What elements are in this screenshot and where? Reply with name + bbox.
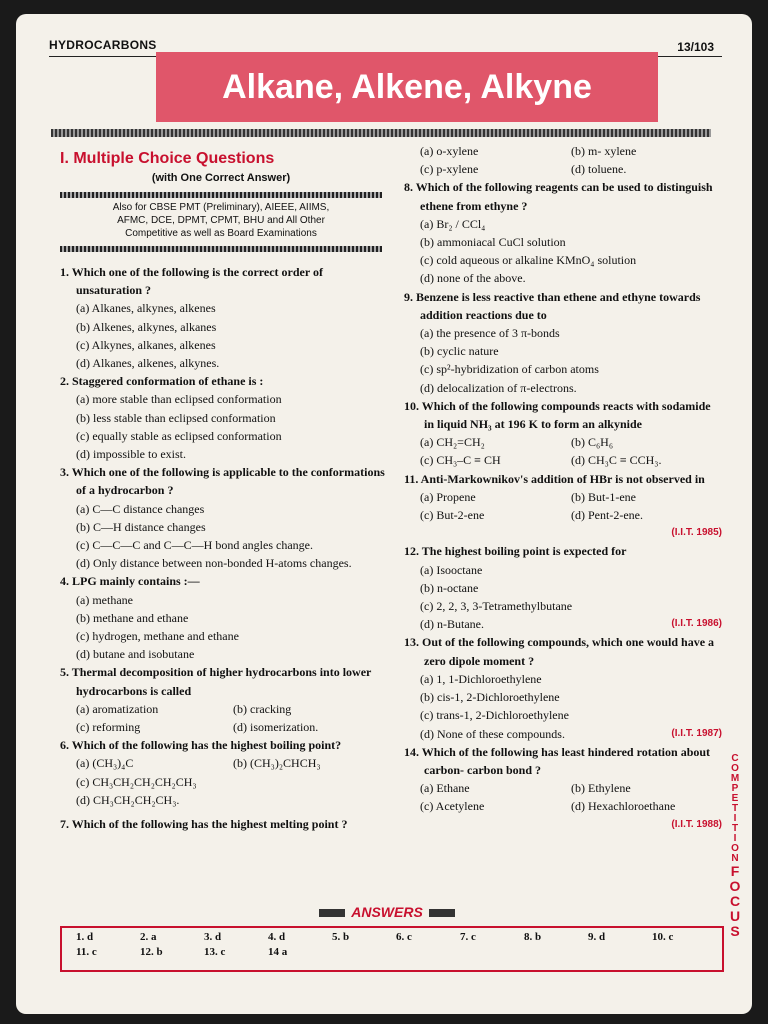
option: (b) But-1-ene [571, 489, 636, 504]
side-letter: P [731, 783, 739, 794]
exam-list-line: AFMC, DCE, DPMT, CPMT, BHU and All Other [117, 215, 325, 226]
question-4 [60, 572, 390, 663]
exam-list-line: Also for CBSE PMT (Preliminary), AIEEE, AIIMS, [112, 202, 330, 213]
option: (a) methane [76, 592, 133, 607]
section-title: I. Multiple Choice Questions [60, 150, 275, 167]
option: (b) Alkenes, alkynes, alkanes [76, 319, 217, 334]
option: (c) C—C—C and C—C—H bond angles change. [76, 538, 313, 553]
question-text: 2. Staggered conformation of ethane is : [60, 374, 264, 389]
side-letter: O [729, 878, 741, 894]
option: (d) isomerization. [233, 720, 319, 735]
exam-source: (I.I.T. 1986) [671, 618, 722, 630]
question-11 [404, 470, 722, 543]
option-row [404, 506, 722, 524]
option: (d) None of these compounds. [420, 726, 565, 741]
option: (d) n-Butane. [420, 617, 484, 632]
textbook-page [16, 14, 752, 1014]
question-text: 6. Which of the following has the highest boiling point? [60, 738, 342, 753]
option: (d) impossible to exist. [76, 447, 186, 462]
question-2 [60, 372, 390, 463]
answer-item: 5. b [332, 931, 350, 943]
right-column [404, 142, 722, 834]
exam-source: (I.I.T. 1985) [671, 527, 722, 539]
option: (a) Br₂ / CCl₄ [420, 216, 486, 231]
option: (d) CH₃CH₂CH₂CH₃. [76, 792, 180, 807]
option: (b) less stable than eclipsed conformation [76, 410, 276, 425]
answer-item: 14 a [268, 946, 288, 958]
option: (a) Ethane [420, 781, 470, 796]
exam-source: (I.I.T. 1988) [671, 818, 722, 830]
side-letter: C [729, 893, 741, 909]
question-7 [60, 815, 390, 833]
left-column [60, 263, 390, 833]
section-stripe-bottom [60, 246, 382, 252]
option: (b) methane and ethane [76, 610, 189, 625]
competition-focus-sidebar [728, 754, 742, 939]
question-text: 7. Which of the following has the highest melting point ? [60, 817, 348, 832]
side-letter: I [733, 833, 737, 844]
option-row [404, 433, 722, 451]
option-row [404, 142, 722, 160]
option: (b) C₆H₆ [571, 435, 614, 450]
option: (a) more stable than eclipsed conformation [76, 392, 282, 407]
answer-item: 12. b [140, 946, 163, 958]
answer-item: 9. d [588, 931, 606, 943]
side-letter: I [733, 813, 737, 824]
option: (a) aromatization [76, 701, 159, 716]
option: (c) cold aqueous or alkaline KMnO₄ solution [420, 253, 637, 268]
option: (d) delocalization of π-electrons. [420, 380, 577, 395]
question-text: 1. Which one of the following is the correct order of unsaturation ? [60, 265, 323, 298]
option: (d) butane and isobutane [76, 647, 195, 662]
side-letter: T [731, 823, 739, 834]
side-text-big [728, 864, 742, 939]
question-text: 9. Benzene is less reactive than ethene and ethyne towards addition reactions due to [404, 289, 701, 322]
answer-item: 10. c [652, 931, 674, 943]
answer-item: 13. c [204, 946, 226, 958]
question-10 [404, 397, 722, 470]
side-text-small [728, 754, 742, 864]
option: (a) (CH₃)₄C [76, 756, 134, 771]
answer-item: 4. d [268, 931, 286, 943]
topic-banner: Alkane, Alkene, Alkyne [156, 52, 658, 122]
option-row [404, 451, 722, 469]
option-row [404, 488, 722, 506]
question-9 [404, 288, 722, 397]
question-3 [60, 463, 390, 572]
question-text: 4. LPG mainly contains :— [60, 574, 200, 589]
option-row [404, 615, 722, 633]
side-letter: O [731, 763, 739, 774]
question-text: 10. Which of the following compounds reacts with sodamide in liquid NH₃ at 196 K to form an alkynide [404, 398, 711, 432]
option-row [60, 718, 390, 736]
question-text: 13. Out of the following compounds, which one would have a zero dipole moment ? [404, 635, 715, 668]
side-letter: C [731, 753, 739, 764]
question-12 [404, 542, 722, 633]
side-letter: M [730, 773, 740, 784]
question-14 [404, 743, 722, 834]
option: (b) (CH₃)₂CHCH₃ [233, 756, 321, 771]
question-text: 3. Which one of the following is applicable to the conformations of a hydrocarbon ? [60, 465, 385, 498]
option: (d) toluene. [571, 162, 627, 177]
question-5 [60, 663, 390, 736]
option-row [60, 754, 390, 772]
side-letter: N [731, 853, 739, 864]
answer-item: 7. c [460, 931, 476, 943]
option: (c) equally stable as eclipsed conformation [76, 428, 282, 443]
option: (b) cis-1, 2-Dichloroethylene [420, 690, 560, 705]
option: (c) sp²-hybridization of carbon atoms [420, 362, 599, 377]
exam-source: (I.I.T. 1987) [671, 727, 722, 739]
option: (b) Ethylene [571, 781, 631, 796]
option: (c) hydrogen, methane and ethane [76, 629, 239, 644]
answer-item: 8. b [524, 931, 542, 943]
side-letter: U [729, 908, 741, 924]
question-1 [60, 263, 390, 372]
answers-heading: ANSWERS [302, 904, 472, 920]
option: (a) C—C distance changes [76, 501, 205, 516]
option: (b) cracking [233, 701, 292, 716]
option: (d) Pent-2-ene. [571, 508, 643, 523]
option: (d) Alkanes, alkenes, alkynes. [76, 356, 220, 371]
chapter-header: HYDROCARBONS [49, 38, 157, 52]
section-subtitle: (with One Correct Answer) [151, 172, 291, 184]
option: (a) the presence of 3 π-bonds [420, 326, 560, 341]
exam-list [60, 201, 382, 240]
side-letter: S [730, 923, 740, 939]
option: (a) 1, 1-Dichloroethylene [420, 671, 542, 686]
side-letter: F [730, 863, 740, 879]
option: (c) trans-1, 2-Dichloroethylene [420, 708, 569, 723]
option-row [404, 779, 722, 797]
question-6 [60, 736, 390, 809]
option: (c) Alkynes, alkanes, alkenes [76, 337, 216, 352]
option: (c) But-2-ene [420, 508, 485, 523]
answer-item: 6. c [396, 931, 412, 943]
option: (d) none of the above. [420, 271, 526, 286]
option: (c) reforming [76, 720, 141, 735]
question-text: 14. Which of the following has least hindered rotation about carbon- carbon bond ? [404, 744, 711, 777]
banner-divider [51, 129, 711, 137]
option: (c) 2, 2, 3, 3-Tetramethylbutane [420, 599, 573, 614]
question-13 [404, 633, 722, 742]
page-number: 13/103 [677, 40, 714, 54]
answer-item: 2. a [140, 931, 157, 943]
answer-item: 11. c [76, 946, 97, 958]
option: (c) Acetylene [420, 799, 485, 814]
question-text: 12. The highest boiling point is expected for [404, 544, 627, 559]
option: (a) Alkanes, alkynes, alkenes [76, 301, 216, 316]
option: (a) Isooctane [420, 562, 483, 577]
option-row [404, 725, 722, 743]
option-row [404, 797, 722, 815]
section-stripe-top [60, 192, 382, 198]
option: (a) CH₂=CH₂ [420, 435, 485, 450]
side-letter: E [731, 793, 739, 804]
option: (b) cyclic nature [420, 344, 499, 359]
option: (d) CH₃C ≡ CCH₃. [571, 453, 662, 468]
question-text: 8. Which of the following reagents can be used to distinguish ethene from ethyne ? [404, 180, 713, 213]
question-text: 11. Anti-Markownikov's addition of HBr is not observed in [404, 471, 705, 486]
option: (b) m- xylene [571, 144, 637, 158]
option: (c) p-xylene [420, 162, 479, 177]
option: (c) CH₃CH₂CH₂CH₂CH₃ [76, 774, 197, 789]
option-row [60, 700, 390, 718]
side-letter: T [731, 803, 739, 814]
question-text: 5. Thermal decomposition of higher hydrocarbons into lower hydrocarbons is called [60, 665, 372, 698]
option: (b) C—H distance changes [76, 519, 206, 534]
option: (a) Propene [420, 489, 476, 504]
option: (b) ammoniacal CuCl solution [420, 235, 566, 250]
option: (a) o-xylene [420, 144, 479, 158]
option: (d) Hexachloroethane [571, 799, 676, 814]
option: (d) Only distance between non-bonded H-atoms changes. [76, 556, 352, 571]
option: (c) CH₃–C ≡ CH [420, 453, 501, 468]
answer-item: 3. d [204, 931, 222, 943]
exam-list-line: Competitive as well as Board Examinations [125, 228, 317, 239]
answer-item: 1. d [76, 931, 94, 943]
option: (b) n-octane [420, 580, 479, 595]
question-8 [404, 178, 722, 287]
side-letter: O [731, 843, 739, 854]
option-row [404, 160, 722, 178]
